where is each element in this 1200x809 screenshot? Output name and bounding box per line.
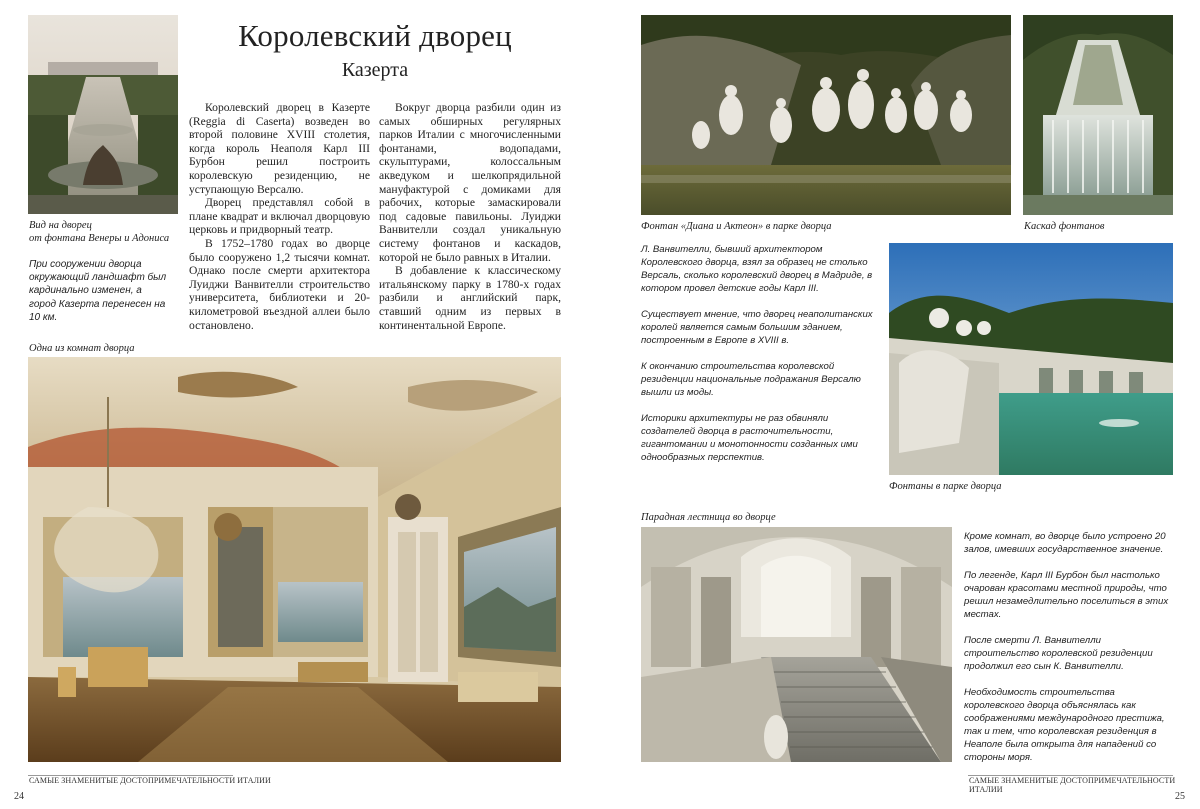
caption-diana-fountain: Фонтан «Диана и Актеон» в парке дворца: [641, 221, 832, 232]
note-item: Л. Ванвителли, бывший архитектором Королевского дворца, взял за образец не столько Версаль, сколько королевский дворец в Мадриде, в котором провел детские годы Карл III.: [641, 244, 873, 294]
page-subtitle: Казерта: [341, 59, 409, 81]
photo-palace-view: [28, 15, 178, 214]
footer-running-title-right: САМЫЕ ЗНАМЕНИТЫЕ ДОСТОПРИМЕЧАТЕЛЬНОСТИ ИТАЛИИ: [969, 776, 1176, 794]
photo-cascade: [1023, 15, 1173, 215]
note-item: После смерти Л. Ванвителли строительство королевской резиденции продолжил его сын К. Ванвителли.: [964, 635, 1153, 672]
caption-palace-view: [29, 219, 189, 245]
paragraph: Королевский дворец в Казерте (Reggia di Caserta) возведен во второй половине XVIII столетия, когда король Неаполя Карл III Бурбон решил построить королевскую резиденцию, не уступающую Версалю.: [189, 101, 370, 196]
page-number-left: 24: [14, 791, 24, 802]
caption-cascade: Каскад фонтанов: [1024, 221, 1105, 232]
page-number-right: 25: [1175, 791, 1185, 802]
footer-running-title-left: САМЫЕ ЗНАМЕНИТЫЕ ДОСТОПРИМЕЧАТЕЛЬНОСТИ ИТАЛИИ: [29, 776, 271, 785]
page-title: Королевский дворец: [238, 18, 512, 53]
caption-line: от фонтана Венеры и Адониса: [29, 233, 170, 244]
notes-right-top: [641, 243, 873, 477]
note-item: Историки архитектуры не раз обвиняли создателей дворца в расточительности, гигантомании и монотонности созданных ими однообразных перспектив.: [641, 413, 858, 463]
note-item: Существует мнение, что дворец неаполитанских королей является самым большим зданием, построенным в Европе в XVIII в.: [641, 309, 873, 346]
paragraph: Дворец представлял собой в плане квадрат и включал дворцовую церковь и придворный театр.: [189, 196, 370, 237]
caption-room: Одна из комнат дворца: [29, 343, 135, 354]
note-item: Кроме комнат, во дворце было устроено 20 залов, имевших государственное значение.: [964, 531, 1166, 555]
note-item: По легенде, Карл III Бурбон был настолько очарован красотами местной природы, что решил незамедлительно поселиться в этих местах.: [964, 570, 1169, 620]
caption-line: Вид на дворец: [29, 220, 92, 231]
note-item: Необходимость строительства королевского дворца объяснялась как соображениями международного престижа, так и тем, что королевская резиденция в Неаполе была открыта для нападений со стороны моря.: [964, 687, 1165, 763]
paragraph: Вокруг дворца разбили один из самых обширных регулярных парков Италии с многочисленными фонтанами, водопадами, скульптурами, колоссальным акведуком и шелкопрядильной мануфактурой с домиками для рабочих, которые замаскировали под садовые павильоны. Луиджи Ванвителли создал уникальную систему фонтанов и каскадов, которой не было равных в Италии.: [379, 101, 561, 264]
notes-right-bottom: [964, 530, 1174, 777]
caption-park-fountains: Фонтаны в парке дворца: [889, 481, 1002, 492]
caption-staircase: Парадная лестница во дворце: [641, 512, 776, 523]
photo-park-fountains: [889, 243, 1173, 475]
photo-diana-fountain: [641, 15, 1011, 215]
paragraph: В 1752–1780 годах во дворце было сооружено 1,2 тысячи комнат. Однако после смерти архитектора Луиджи Ванвителли строительство университета, библиотеки и 20-километровой въездной аллеи было остановлено.: [189, 236, 370, 332]
text-column-2: [379, 101, 561, 332]
side-note-text: При сооружении дворца окружающий ландшафт был кардинально изменен, а город Казерта перенесен на 10 км.: [29, 259, 167, 323]
text-column-1: [189, 101, 370, 332]
paragraph: В добавление к классическому итальянскому парку в 1780-х годах разбили и английский парк, ставший одним из первых в континентальной Европе.: [379, 264, 561, 332]
photo-palace-room: [28, 357, 561, 762]
side-note: [29, 258, 169, 324]
note-item: К окончанию строительства королевской резиденции национальные подражания Версалю вышли из моды.: [641, 361, 861, 398]
photo-staircase: [641, 527, 952, 762]
